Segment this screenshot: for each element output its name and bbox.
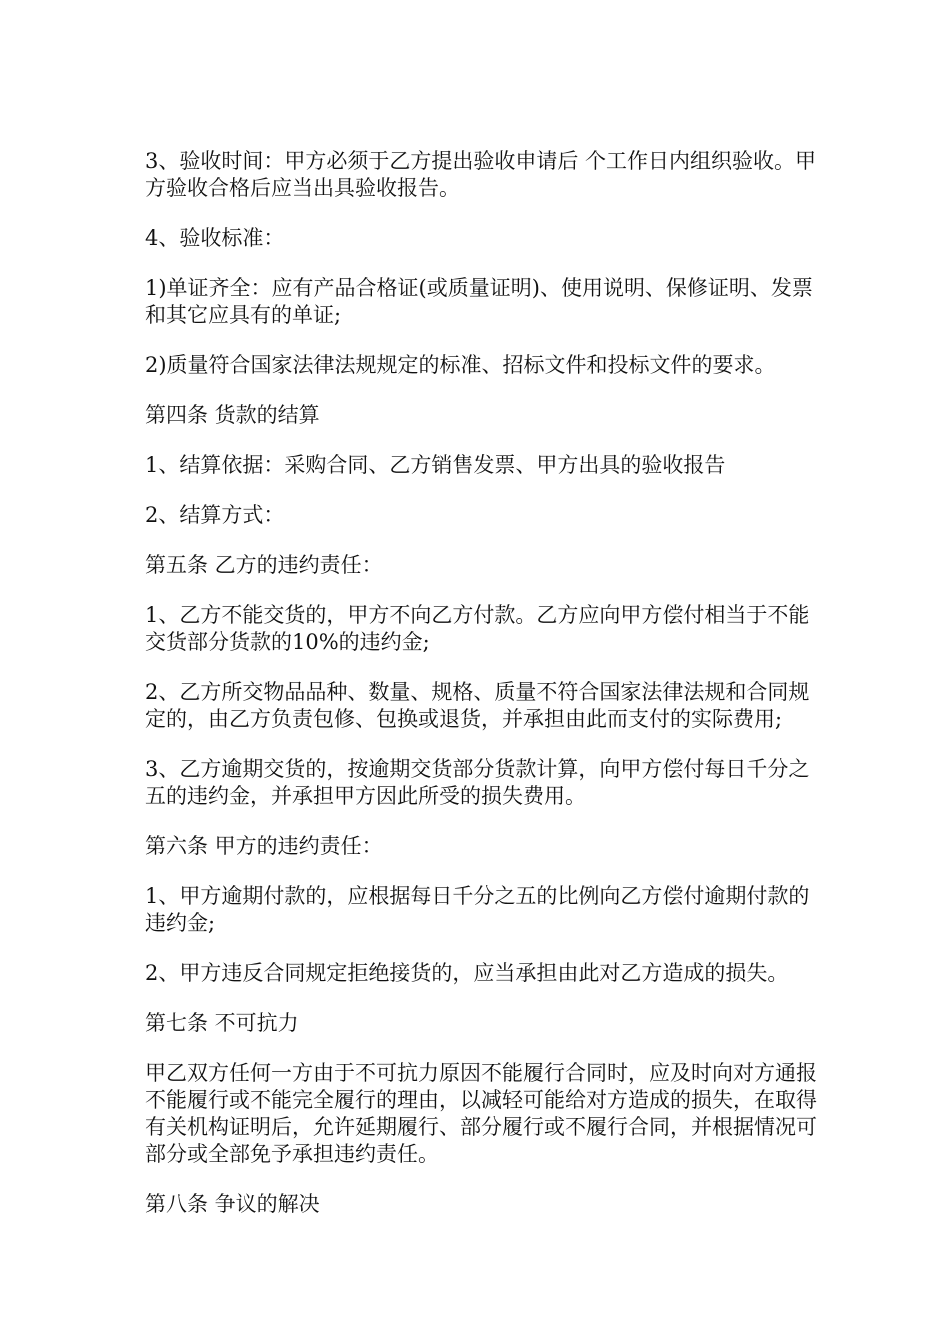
article-four-heading: 第四条 货款的结算 [145, 403, 320, 427]
settlement-method-item: 2、结算方式： [145, 503, 285, 527]
acceptance-standard-heading: 4、验收标准： [145, 226, 285, 250]
seller-breach-item-1: 1、乙方不能交货的，甲方不向乙方付款。乙方应向甲方偿付相当于不能交货部分货款的10%的违约金; [145, 603, 810, 654]
seller-breach-item-3: 3、乙方逾期交货的，按逾期交货部分货款计算，向甲方偿付每日千分之五的违约金，并承担甲方因此所受的损失费用。 [145, 757, 810, 808]
documents-complete-item: 1)单证齐全：应有产品合格证(或质量证明)、使用说明、保修证明、发票和其它应具有的单证; [145, 276, 813, 327]
article-six-heading: 第六条 甲方的违约责任： [145, 834, 383, 858]
quality-compliance-item: 2)质量符合国家法律法规规定的标准、招标文件和投标文件的要求。 [145, 353, 776, 377]
seller-breach-item-2: 2、乙方所交物品品种、数量、规格、质量不符合国家法律法规和合同规定的，由乙方负责包修、包换或退货，并承担由此而支付的实际费用; [145, 680, 810, 731]
article-eight-heading: 第八条 争议的解决 [145, 1192, 320, 1216]
acceptance-time-clause: 3、验收时间：甲方必须于乙方提出验收申请后 个工作日内组织验收。甲方验收合格后应当出具验收报告。 [145, 149, 817, 200]
article-seven-heading: 第七条 不可抗力 [145, 1011, 299, 1035]
buyer-breach-item-2: 2、甲方违反合同规定拒绝接货的，应当承担由此对乙方造成的损失。 [145, 961, 789, 985]
force-majeure-clause: 甲乙双方任何一方由于不可抗力原因不能履行合同时，应及时向对方通报不能履行或不能完全履行的理由，以减轻可能给对方造成的损失，在取得有关机构证明后，允许延期履行、部分履行或不履行合同，并根据情况可部分或全部免予承担违约责任。 [145, 1061, 817, 1166]
article-five-heading: 第五条 乙方的违约责任： [145, 553, 383, 577]
settlement-basis-item: 1、结算依据：采购合同、乙方销售发票、甲方出具的验收报告 [145, 453, 726, 477]
buyer-breach-item-1: 1、甲方逾期付款的，应根据每日千分之五的比例向乙方偿付逾期付款的违约金; [145, 884, 810, 935]
document-body [145, 148, 825, 1241]
